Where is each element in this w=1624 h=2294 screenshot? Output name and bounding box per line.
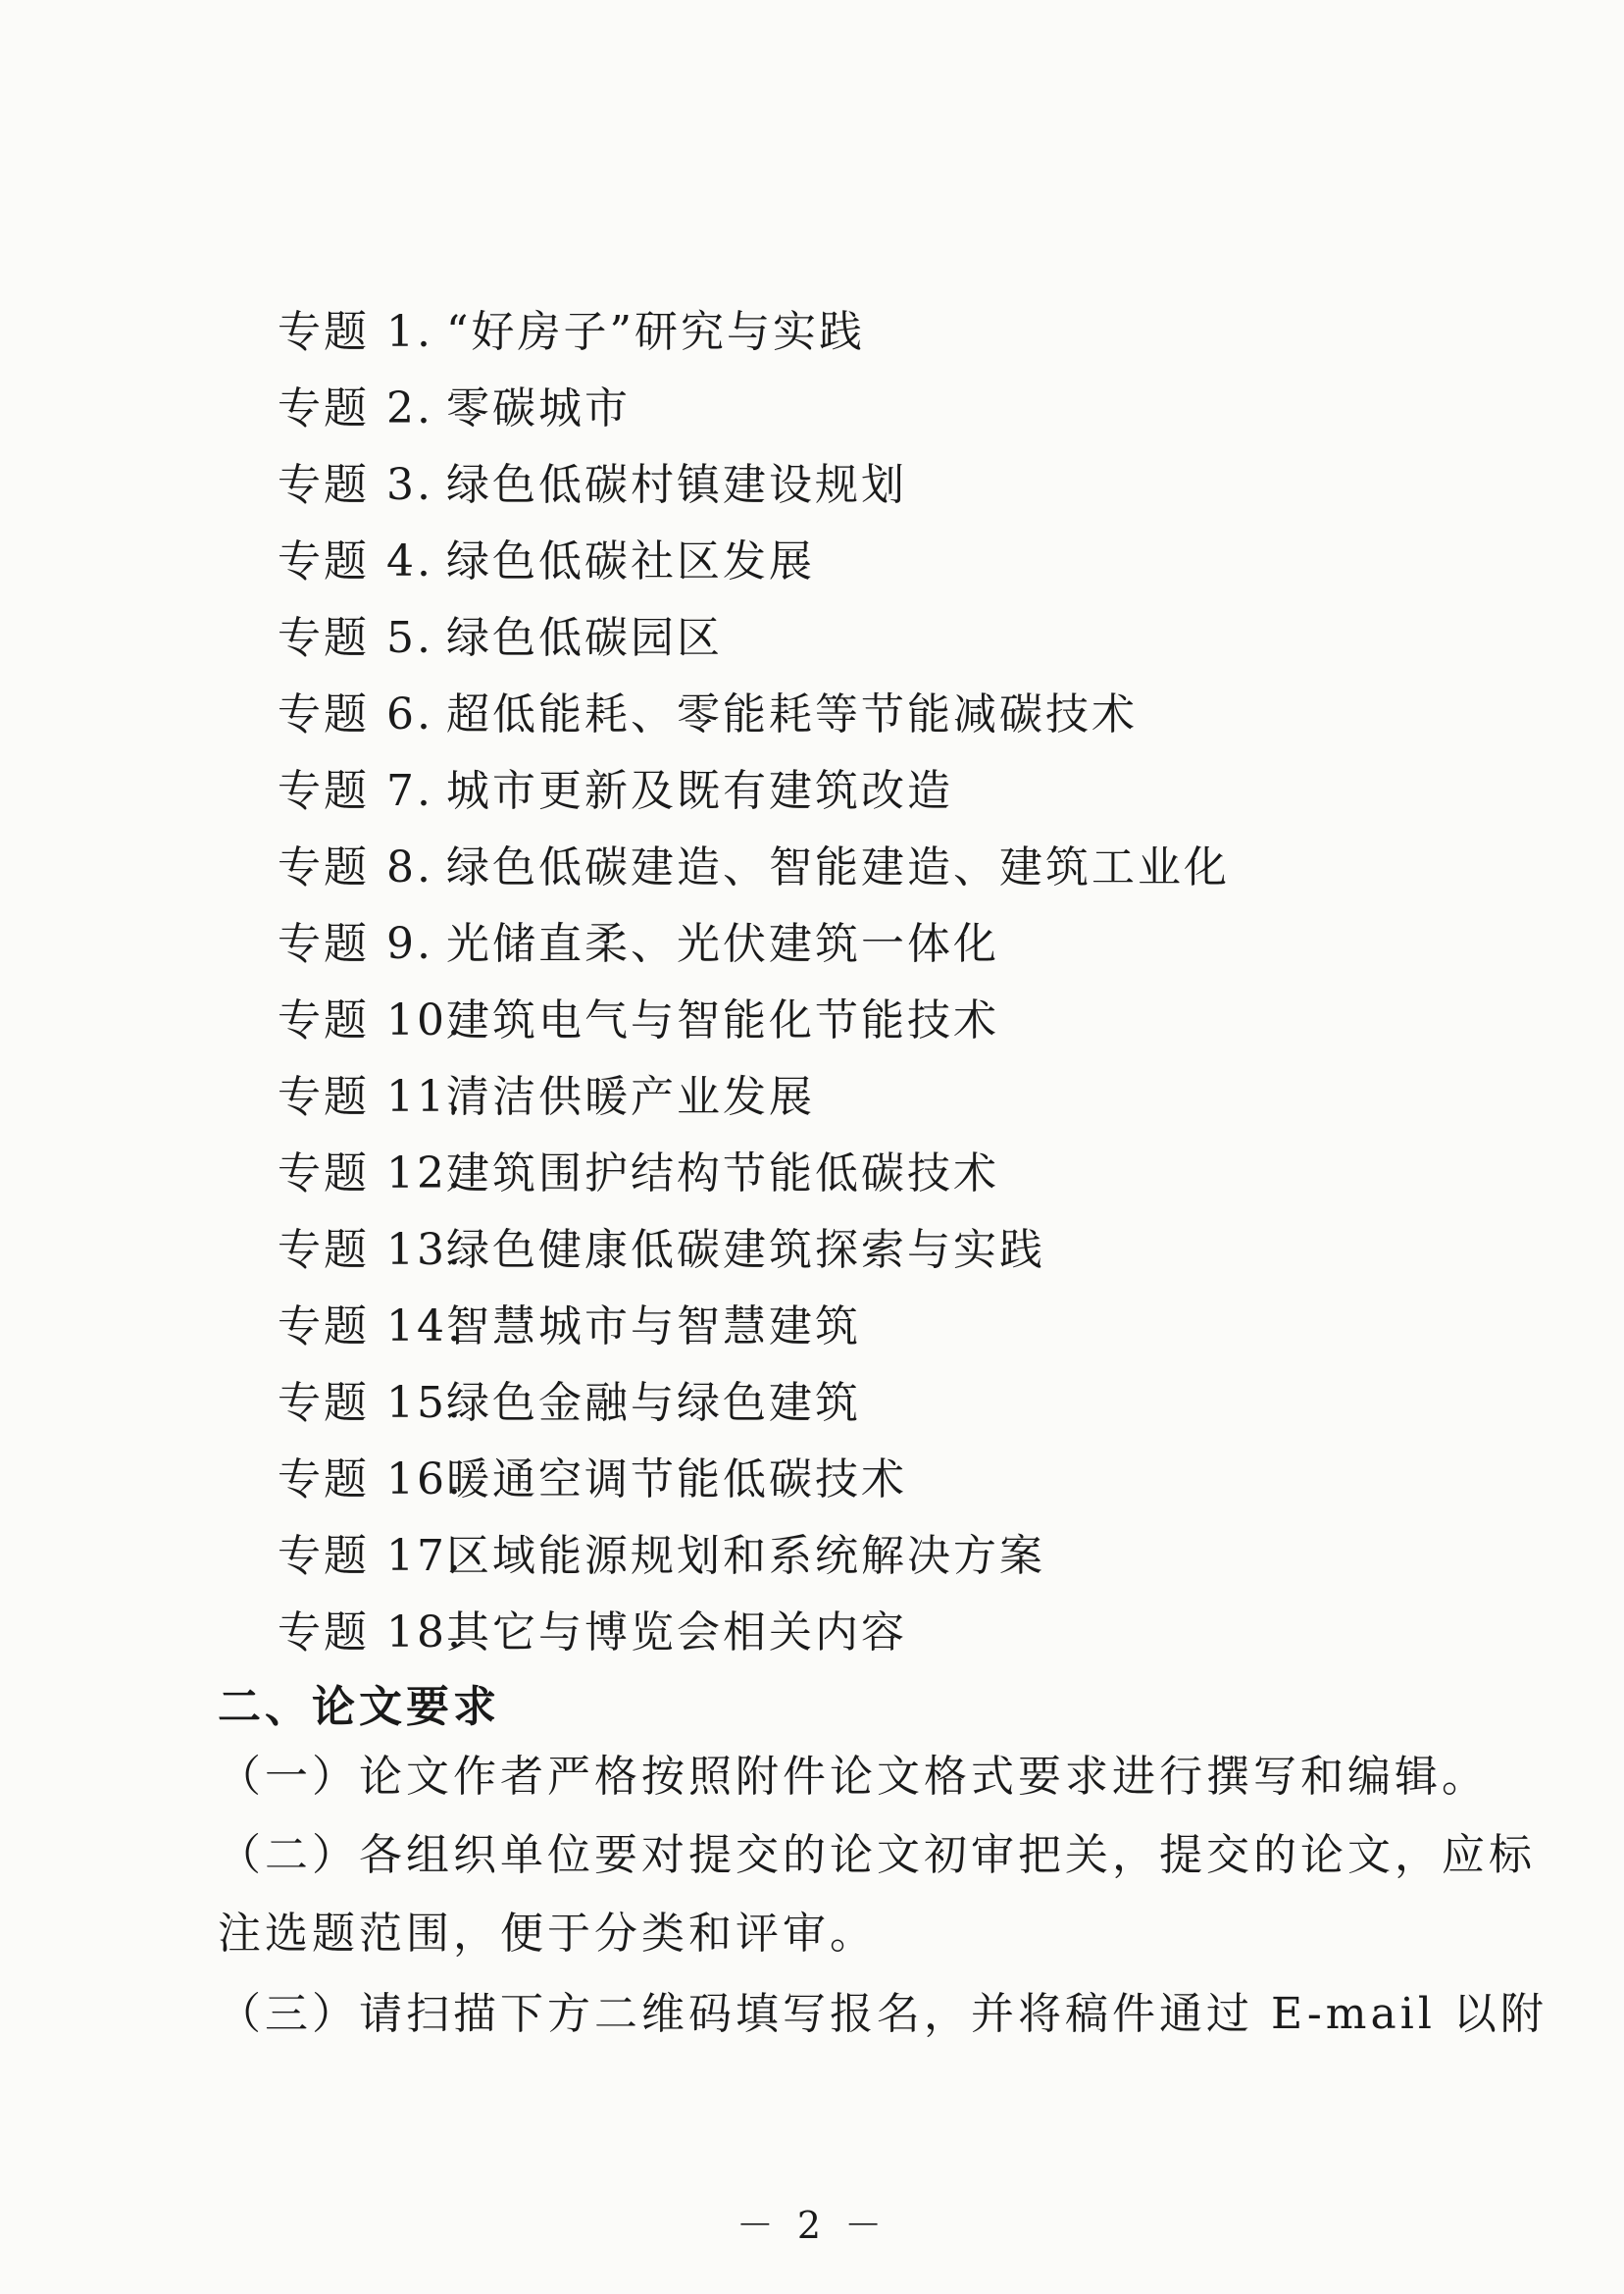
topic-label: 专题 13. xyxy=(278,1225,464,1275)
topic-label: 专题 14. xyxy=(278,1301,464,1351)
topic-label: 专题 6. xyxy=(278,689,433,739)
topic-item xyxy=(278,1518,1405,1595)
topic-item xyxy=(278,294,1405,371)
topic-title: 绿色低碳社区发展 xyxy=(446,536,815,586)
topic-label: 专题 4. xyxy=(278,536,433,586)
section-heading: 二、论文要求 xyxy=(218,1682,500,1732)
topic-item xyxy=(278,906,1405,983)
topic-label: 专题 8. xyxy=(278,842,433,892)
page-number: － 2 － xyxy=(736,2204,888,2247)
topic-item xyxy=(278,524,1405,600)
topic-label: 专题 16. xyxy=(278,1454,464,1504)
topic-label: 专题 15. xyxy=(278,1378,464,1428)
topic-label: 专题 18. xyxy=(278,1607,464,1657)
topic-item xyxy=(278,1212,1405,1289)
topic-label: 专题 7. xyxy=(278,766,433,816)
topic-title: 清洁供暖产业发展 xyxy=(446,1072,815,1122)
topic-title: 其它与博览会相关内容 xyxy=(446,1607,907,1657)
topic-item xyxy=(278,447,1405,524)
requirement-3: （三）请扫描下方二维码填写报名，并将稿件通过 E-mail 以附 xyxy=(218,1989,1548,2039)
topic-item xyxy=(278,1365,1405,1442)
topic-label: 专题 3. xyxy=(278,460,433,510)
topic-label: 专题 12. xyxy=(278,1148,464,1198)
topic-label: 专题 9. xyxy=(278,919,433,969)
topic-label: 专题 5. xyxy=(278,613,433,663)
topic-title: 零碳城市 xyxy=(446,383,631,433)
topic-title: 绿色金融与绿色建筑 xyxy=(446,1378,861,1428)
topic-title: 绿色健康低碳建筑探索与实践 xyxy=(446,1225,1045,1275)
topic-title: 光储直柔、光伏建筑一体化 xyxy=(446,919,999,969)
topic-label: 专题 17. xyxy=(278,1531,464,1581)
requirement-2-line-1: （二）各组织单位要对提交的论文初审把关，提交的论文，应标 xyxy=(218,1830,1536,1880)
topic-item xyxy=(278,371,1405,447)
topic-title: 暖通空调节能低碳技术 xyxy=(446,1454,907,1504)
topic-title: “好房子”研究与实践 xyxy=(446,307,865,357)
topic-item xyxy=(278,1442,1405,1518)
topic-item xyxy=(278,677,1405,753)
topic-label: 专题 10. xyxy=(278,995,464,1045)
topic-title: 建筑围护结构节能低碳技术 xyxy=(446,1148,999,1198)
topic-item xyxy=(278,1059,1405,1136)
topic-label: 专题 2. xyxy=(278,383,433,433)
topic-title: 智慧城市与智慧建筑 xyxy=(446,1301,861,1351)
topic-item xyxy=(278,830,1405,906)
topic-title: 绿色低碳建造、智能建造、建筑工业化 xyxy=(446,842,1230,892)
topic-title: 城市更新及既有建筑改造 xyxy=(446,766,953,816)
topic-item xyxy=(278,753,1405,830)
requirement-2-line-2: 注选题范围，便于分类和评审。 xyxy=(218,1909,877,1959)
topic-item xyxy=(278,1136,1405,1212)
topic-title: 绿色低碳村镇建设规划 xyxy=(446,460,907,510)
topic-list xyxy=(278,294,1405,1671)
topic-title: 绿色低碳园区 xyxy=(446,613,723,663)
topic-title: 区域能源规划和系统解决方案 xyxy=(446,1531,1045,1581)
topic-item xyxy=(278,1595,1405,1671)
topic-title: 超低能耗、零能耗等节能减碳技术 xyxy=(446,689,1138,739)
topic-item xyxy=(278,1289,1405,1365)
topic-title: 建筑电气与智能化节能技术 xyxy=(446,995,999,1045)
topic-item xyxy=(278,600,1405,677)
requirement-1: （一）论文作者严格按照附件论文格式要求进行撰写和编辑。 xyxy=(218,1752,1489,1802)
topic-label: 专题 11. xyxy=(278,1072,464,1122)
topic-item xyxy=(278,983,1405,1059)
topic-label: 专题 1. xyxy=(278,307,433,357)
